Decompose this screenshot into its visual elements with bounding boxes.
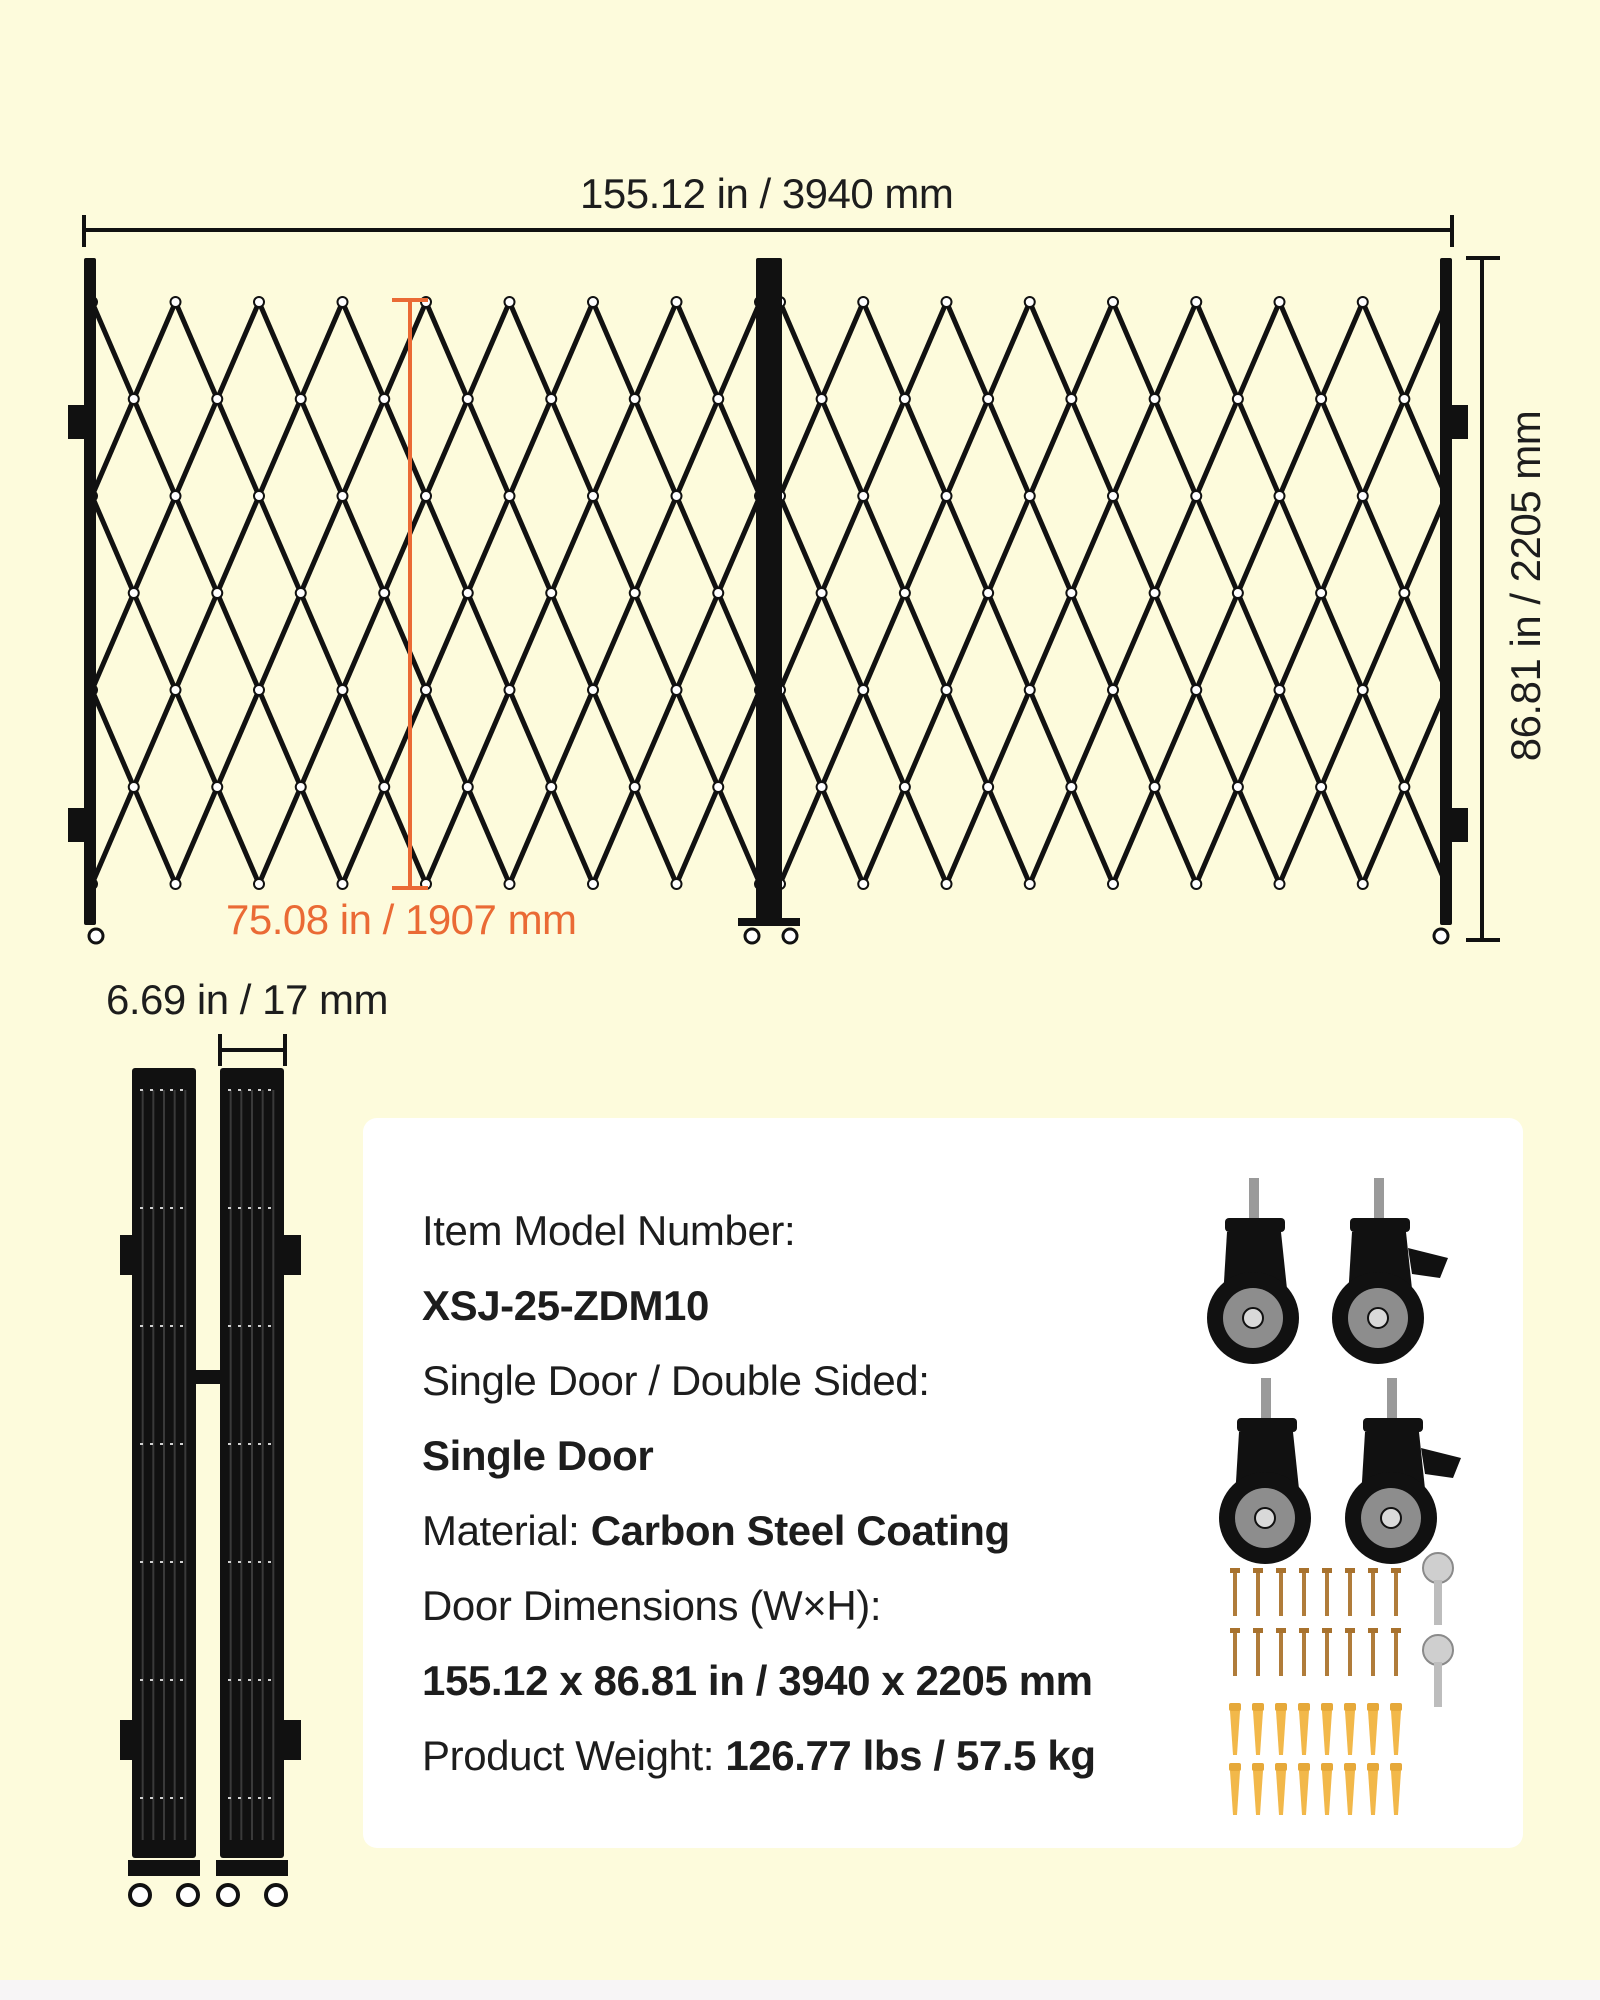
door-dimensions-label: Door Dimensions (W×H): (422, 1582, 882, 1629)
screw-icon (1368, 1568, 1378, 1616)
anchor-body (1253, 1771, 1263, 1815)
anchor-head (1298, 1763, 1310, 1771)
anchor-body (1230, 1711, 1240, 1755)
screw-head (1299, 1628, 1309, 1633)
screw-icon (1253, 1568, 1263, 1616)
wall-anchor-icon (1367, 1703, 1379, 1755)
caster-wheel-icon (1332, 1178, 1448, 1364)
wall-anchor-icon (1298, 1763, 1310, 1815)
anchor-body (1391, 1771, 1401, 1815)
caster-plate (1350, 1218, 1410, 1232)
anchor-head (1229, 1763, 1241, 1771)
height-label: 86.81 in / 2205 mm (1502, 410, 1549, 762)
anchor-body (1368, 1711, 1378, 1755)
screw-head (1230, 1568, 1240, 1573)
anchor-body (1253, 1711, 1263, 1755)
anchor-head (1367, 1703, 1379, 1711)
wall-anchor-icon (1321, 1703, 1333, 1755)
key-icon (1423, 1553, 1453, 1625)
anchor-body (1368, 1771, 1378, 1815)
anchor-body (1391, 1711, 1401, 1755)
model-number-label: Item Model Number: (422, 1207, 796, 1254)
caster-wheel-icon (266, 1885, 286, 1905)
anchor-head (1321, 1763, 1333, 1771)
screw-head (1322, 1628, 1332, 1633)
wall-anchor-icon (1367, 1763, 1379, 1815)
wall-anchor-icon (1229, 1703, 1241, 1755)
wall-anchor-icon (1252, 1703, 1264, 1755)
screw-icon (1276, 1568, 1286, 1616)
key-blade (1434, 1580, 1442, 1625)
caster-axle (1381, 1508, 1401, 1528)
anchor-head (1252, 1763, 1264, 1771)
anchor-body (1345, 1711, 1355, 1755)
screw-icon (1276, 1628, 1286, 1676)
anchor-head (1321, 1703, 1333, 1711)
anchor-head (1367, 1763, 1379, 1771)
caster-wheel-icon (1219, 1378, 1311, 1564)
door-type-label: Single Door / Double Sided: (422, 1357, 930, 1404)
caster-stem (1249, 1178, 1259, 1222)
caster-wheel-icon (1345, 1378, 1461, 1564)
hardware-accessories (363, 1118, 1523, 1848)
screw-head (1322, 1568, 1332, 1573)
anchor-body (1276, 1771, 1286, 1815)
anchor-body (1322, 1711, 1332, 1755)
wall-anchor-icon (1390, 1703, 1402, 1755)
caster-stem (1374, 1178, 1384, 1222)
key-bow (1423, 1635, 1453, 1665)
caster-axle (1243, 1308, 1263, 1328)
screw-icon (1299, 1628, 1309, 1676)
hinge-bracket (120, 1720, 138, 1760)
screw-icon (1345, 1628, 1355, 1676)
screw-icon (1368, 1628, 1378, 1676)
anchor-head (1344, 1703, 1356, 1711)
anchor-body (1276, 1711, 1286, 1755)
anchor-body (1299, 1771, 1309, 1815)
screw-icon (1391, 1628, 1401, 1676)
weight-value: 126.77 lbs / 57.5 kg (725, 1732, 1096, 1779)
weight-label: Product Weight: (422, 1732, 715, 1779)
caster-stem (1387, 1378, 1397, 1422)
wall-anchor-icon (1275, 1763, 1287, 1815)
screw-head (1276, 1568, 1286, 1573)
hinge-bracket (283, 1720, 301, 1760)
caster-axle (1368, 1308, 1388, 1328)
key-bow (1423, 1553, 1453, 1583)
key-icon (1423, 1635, 1453, 1707)
screw-icon (1391, 1568, 1401, 1616)
screw-icon (1345, 1568, 1355, 1616)
anchor-head (1252, 1703, 1264, 1711)
screw-head (1345, 1628, 1355, 1633)
caster-wheel-icon (1207, 1178, 1299, 1364)
screw-head (1230, 1628, 1240, 1633)
anchor-head (1298, 1703, 1310, 1711)
folded-depth-label: 6.69 in / 17 mm (106, 976, 388, 1023)
screw-head (1253, 1628, 1263, 1633)
anchor-head (1229, 1703, 1241, 1711)
screw-head (1276, 1628, 1286, 1633)
caster-plate (1363, 1418, 1423, 1432)
hinge-bracket (283, 1235, 301, 1275)
screw-head (1345, 1568, 1355, 1573)
screw-head (1368, 1568, 1378, 1573)
caster-base (216, 1860, 288, 1876)
screw-icon (1230, 1568, 1240, 1616)
anchor-head (1275, 1703, 1287, 1711)
screw-head (1391, 1628, 1401, 1633)
door-width-label: 75.08 in / 1907 mm (226, 896, 577, 943)
anchor-head (1390, 1703, 1402, 1711)
screw-head (1368, 1628, 1378, 1633)
material-label: Material: (422, 1507, 580, 1554)
wall-anchor-icon (1344, 1763, 1356, 1815)
wall-anchor-icon (1344, 1703, 1356, 1755)
anchor-body (1230, 1771, 1240, 1815)
anchor-head (1390, 1763, 1402, 1771)
screw-icon (1299, 1568, 1309, 1616)
caster-plate (1225, 1218, 1285, 1232)
folded-right-panel (216, 1068, 288, 1905)
caster-wheel-icon (178, 1885, 198, 1905)
key-blade (1434, 1662, 1442, 1707)
screw-icon (1322, 1628, 1332, 1676)
caster-brake (1408, 1248, 1448, 1278)
anchor-body (1322, 1771, 1332, 1815)
wall-anchor-icon (1390, 1763, 1402, 1815)
spec-card (363, 1118, 1523, 1848)
anchor-body (1299, 1711, 1309, 1755)
caster-wheel-icon (218, 1885, 238, 1905)
wall-anchor-icon (1321, 1763, 1333, 1815)
caster-stem (1261, 1378, 1271, 1422)
caster-base (128, 1860, 200, 1876)
wall-anchor-icon (1229, 1763, 1241, 1815)
wall-anchor-icon (1252, 1763, 1264, 1815)
total-width-label: 155.12 in / 3940 mm (580, 170, 954, 217)
anchor-body (1345, 1771, 1355, 1815)
screw-head (1299, 1568, 1309, 1573)
screw-head (1391, 1568, 1401, 1573)
caster-axle (1255, 1508, 1275, 1528)
screw-icon (1253, 1628, 1263, 1676)
material-value: Carbon Steel Coating (590, 1507, 1010, 1554)
screw-icon (1230, 1628, 1240, 1676)
caster-wheel-icon (130, 1885, 150, 1905)
latch (196, 1370, 220, 1384)
anchor-head (1275, 1763, 1287, 1771)
caster-brake (1421, 1448, 1461, 1478)
hinge-bracket (120, 1235, 138, 1275)
door-type-value: Single Door (422, 1432, 654, 1479)
caster-plate (1237, 1418, 1297, 1432)
wall-anchor-icon (1298, 1703, 1310, 1755)
anchor-head (1344, 1763, 1356, 1771)
folded-gate-drawing (0, 0, 400, 1920)
wall-anchor-icon (1275, 1703, 1287, 1755)
screw-head (1253, 1568, 1263, 1573)
folded-left-panel (128, 1068, 200, 1905)
model-number-value: XSJ-25-ZDM10 (422, 1282, 709, 1329)
door-dimensions-value: 155.12 x 86.81 in / 3940 x 2205 mm (422, 1657, 1093, 1704)
screw-icon (1322, 1568, 1332, 1616)
